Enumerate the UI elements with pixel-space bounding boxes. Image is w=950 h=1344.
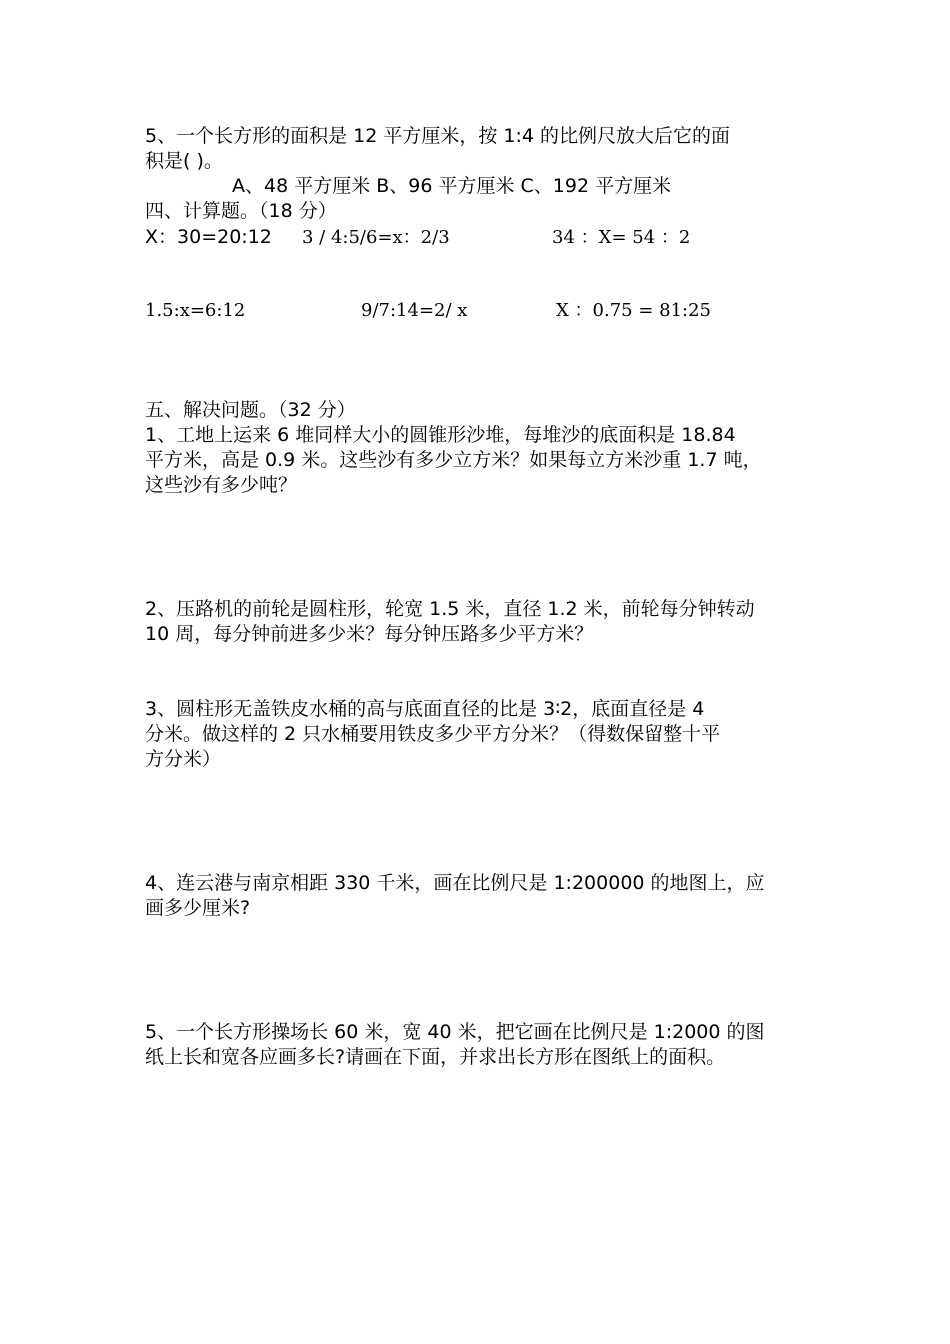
- choice-question-5-line-1: 5、一个长方形的面积是 12 平方厘米，按 1:4 的比例尺放大后它的面: [145, 125, 731, 147]
- problem-1-line-2: 平方米，高是 0.9 米。这些沙有多少立方米？如果每立方米沙重 1.7 吨，: [145, 449, 762, 471]
- problem-4-line-1: 4、连云港与南京相距 330 千米，画在比例尺是 1:200000 的地图上，应: [145, 872, 765, 894]
- problem-3-line-1: 3、圆柱形无盖铁皮水桶的高与底面直径的比是 3∶2，底面直径是 4: [145, 698, 705, 720]
- problem-1-line-1: 1、工地上运来 6 堆同样大小的圆锥形沙堆，每堆沙的底面积是 18.84: [145, 424, 736, 446]
- problem-2-line-2: 10 周，每分钟前进多少米？每分钟压路多少平方米？: [145, 623, 594, 645]
- choice-question-5-options: A、48 平方厘米 B、96 平方厘米 C、192 平方厘米: [232, 175, 672, 197]
- problem-5-line-2: 纸上长和宽各应画多长?请画在下面，并求出长方形在图纸上的面积。: [145, 1046, 726, 1068]
- problem-3-line-3: 方分米）: [145, 748, 222, 770]
- equation-6: X ：0.75 = 81:25: [556, 300, 712, 321]
- equation-4: 1.5:x=6:12: [145, 300, 246, 321]
- problem-5-line-1: 5、一个长方形操场长 60 米，宽 40 米，把它画在比例尺是 1:2000 的图: [145, 1021, 765, 1043]
- equation-5: 9/7:14=2/ x: [361, 300, 468, 321]
- equation-3: 34 ：X= 54 ：2: [552, 227, 691, 248]
- equation-2: 3 / 4:5/6=x：2/3: [302, 227, 450, 248]
- problem-3-line-2: 分米。做这样的 2 只水桶要用铁皮多少平方分米？（得数保留整十平: [145, 723, 721, 745]
- section-5-heading: 五、解决问题。（32 分）: [145, 399, 356, 421]
- problem-1-line-3: 这些沙有多少吨？: [145, 474, 298, 496]
- equation-1: X：30=20:12: [145, 226, 272, 248]
- section-4-heading: 四、计算题。（18 分）: [145, 200, 337, 222]
- problem-4-line-2: 画多少厘米?: [145, 897, 251, 919]
- problem-2-line-1: 2、压路机的前轮是圆柱形，轮宽 1.5 米，直径 1.2 米，前轮每分钟转动: [145, 598, 755, 620]
- choice-question-5-line-2: 积是( )。: [145, 150, 223, 172]
